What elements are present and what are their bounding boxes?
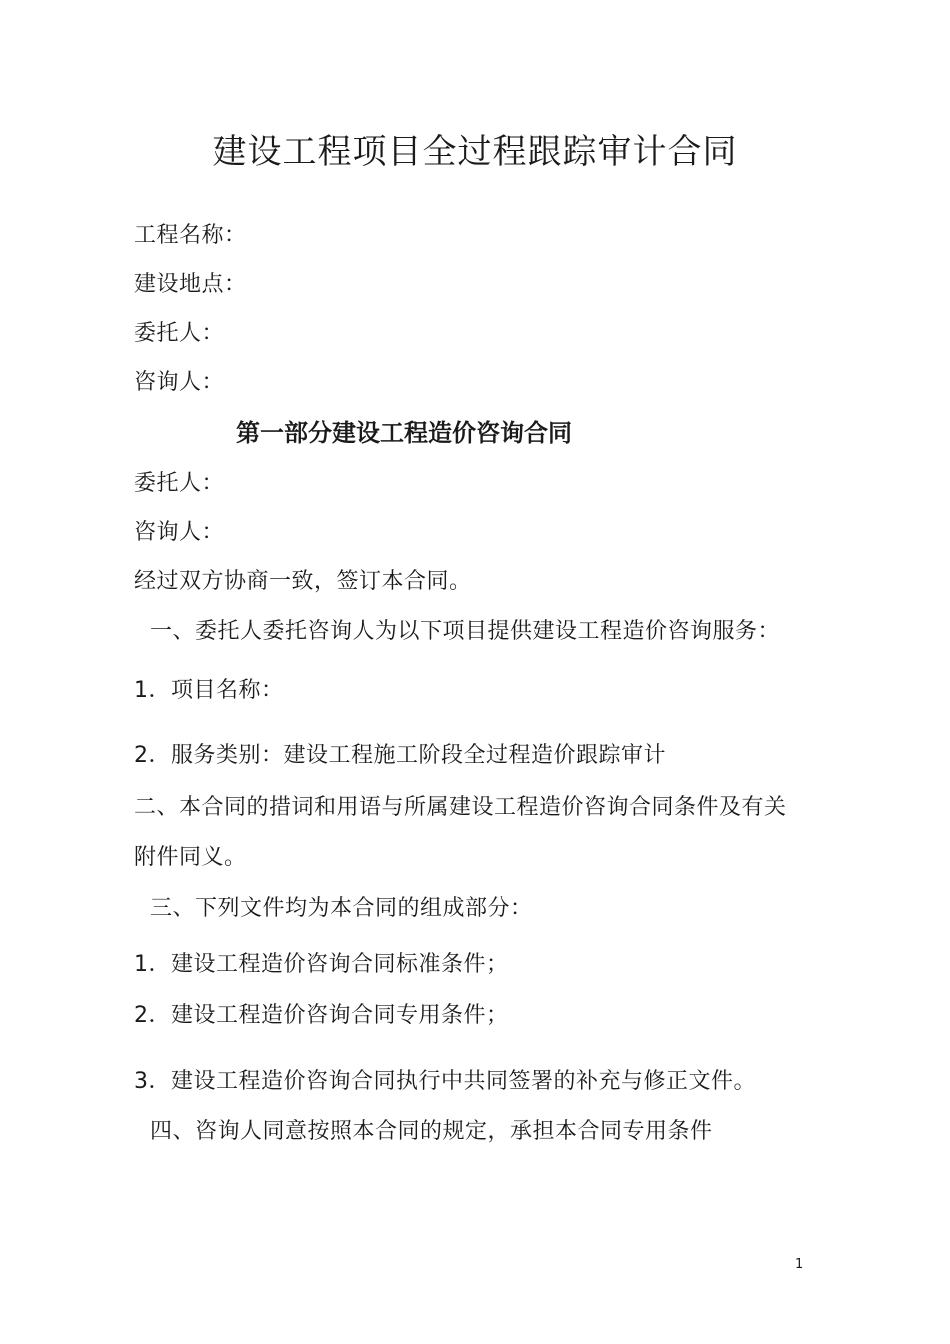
location-field: 建设地点： (134, 272, 247, 297)
agreement-intro: 经过双方协商一致，签订本合同。 (134, 569, 472, 594)
part-one-consultant-field: 咨询人： (134, 520, 225, 545)
clause-3-item-3: 3．建设工程造价咨询合同执行中共同签署的补充与修正文件。 (134, 1069, 756, 1094)
part-one-heading: 第一部分建设工程造价咨询合同 (236, 419, 572, 447)
clause-3-item-1: 1．建设工程造价咨询合同标准条件； (134, 952, 509, 977)
clause-3-item-2: 2．建设工程造价咨询合同专用条件； (134, 1003, 509, 1028)
document-title: 建设工程项目全过程跟踪审计合同 (212, 132, 738, 172)
client-field: 委托人： (134, 321, 225, 346)
clause-1-item-1: 1．项目名称： (134, 678, 284, 703)
clause-2-line-2: 附件同义。 (134, 845, 247, 870)
page-number: 1 (795, 1257, 804, 1272)
clause-4-text: 四、咨询人同意按照本合同的规定，承担本合同专用条件 (150, 1119, 713, 1144)
project-name-field: 工程名称： (134, 223, 247, 248)
clause-1-item-2: 2．服务类别：建设工程施工阶段全过程造价跟踪审计 (134, 743, 666, 768)
clause-1-text: 一、委托人委托咨询人为以下项目提供建设工程造价咨询服务： (150, 619, 781, 644)
clause-3-text: 三、下列文件均为本合同的组成部分： (150, 896, 533, 921)
consultant-field: 咨询人： (134, 370, 225, 395)
clause-2-line-1: 二、本合同的措词和用语与所属建设工程造价咨询合同条件及有关 (134, 795, 787, 820)
part-one-client-field: 委托人： (134, 471, 225, 496)
